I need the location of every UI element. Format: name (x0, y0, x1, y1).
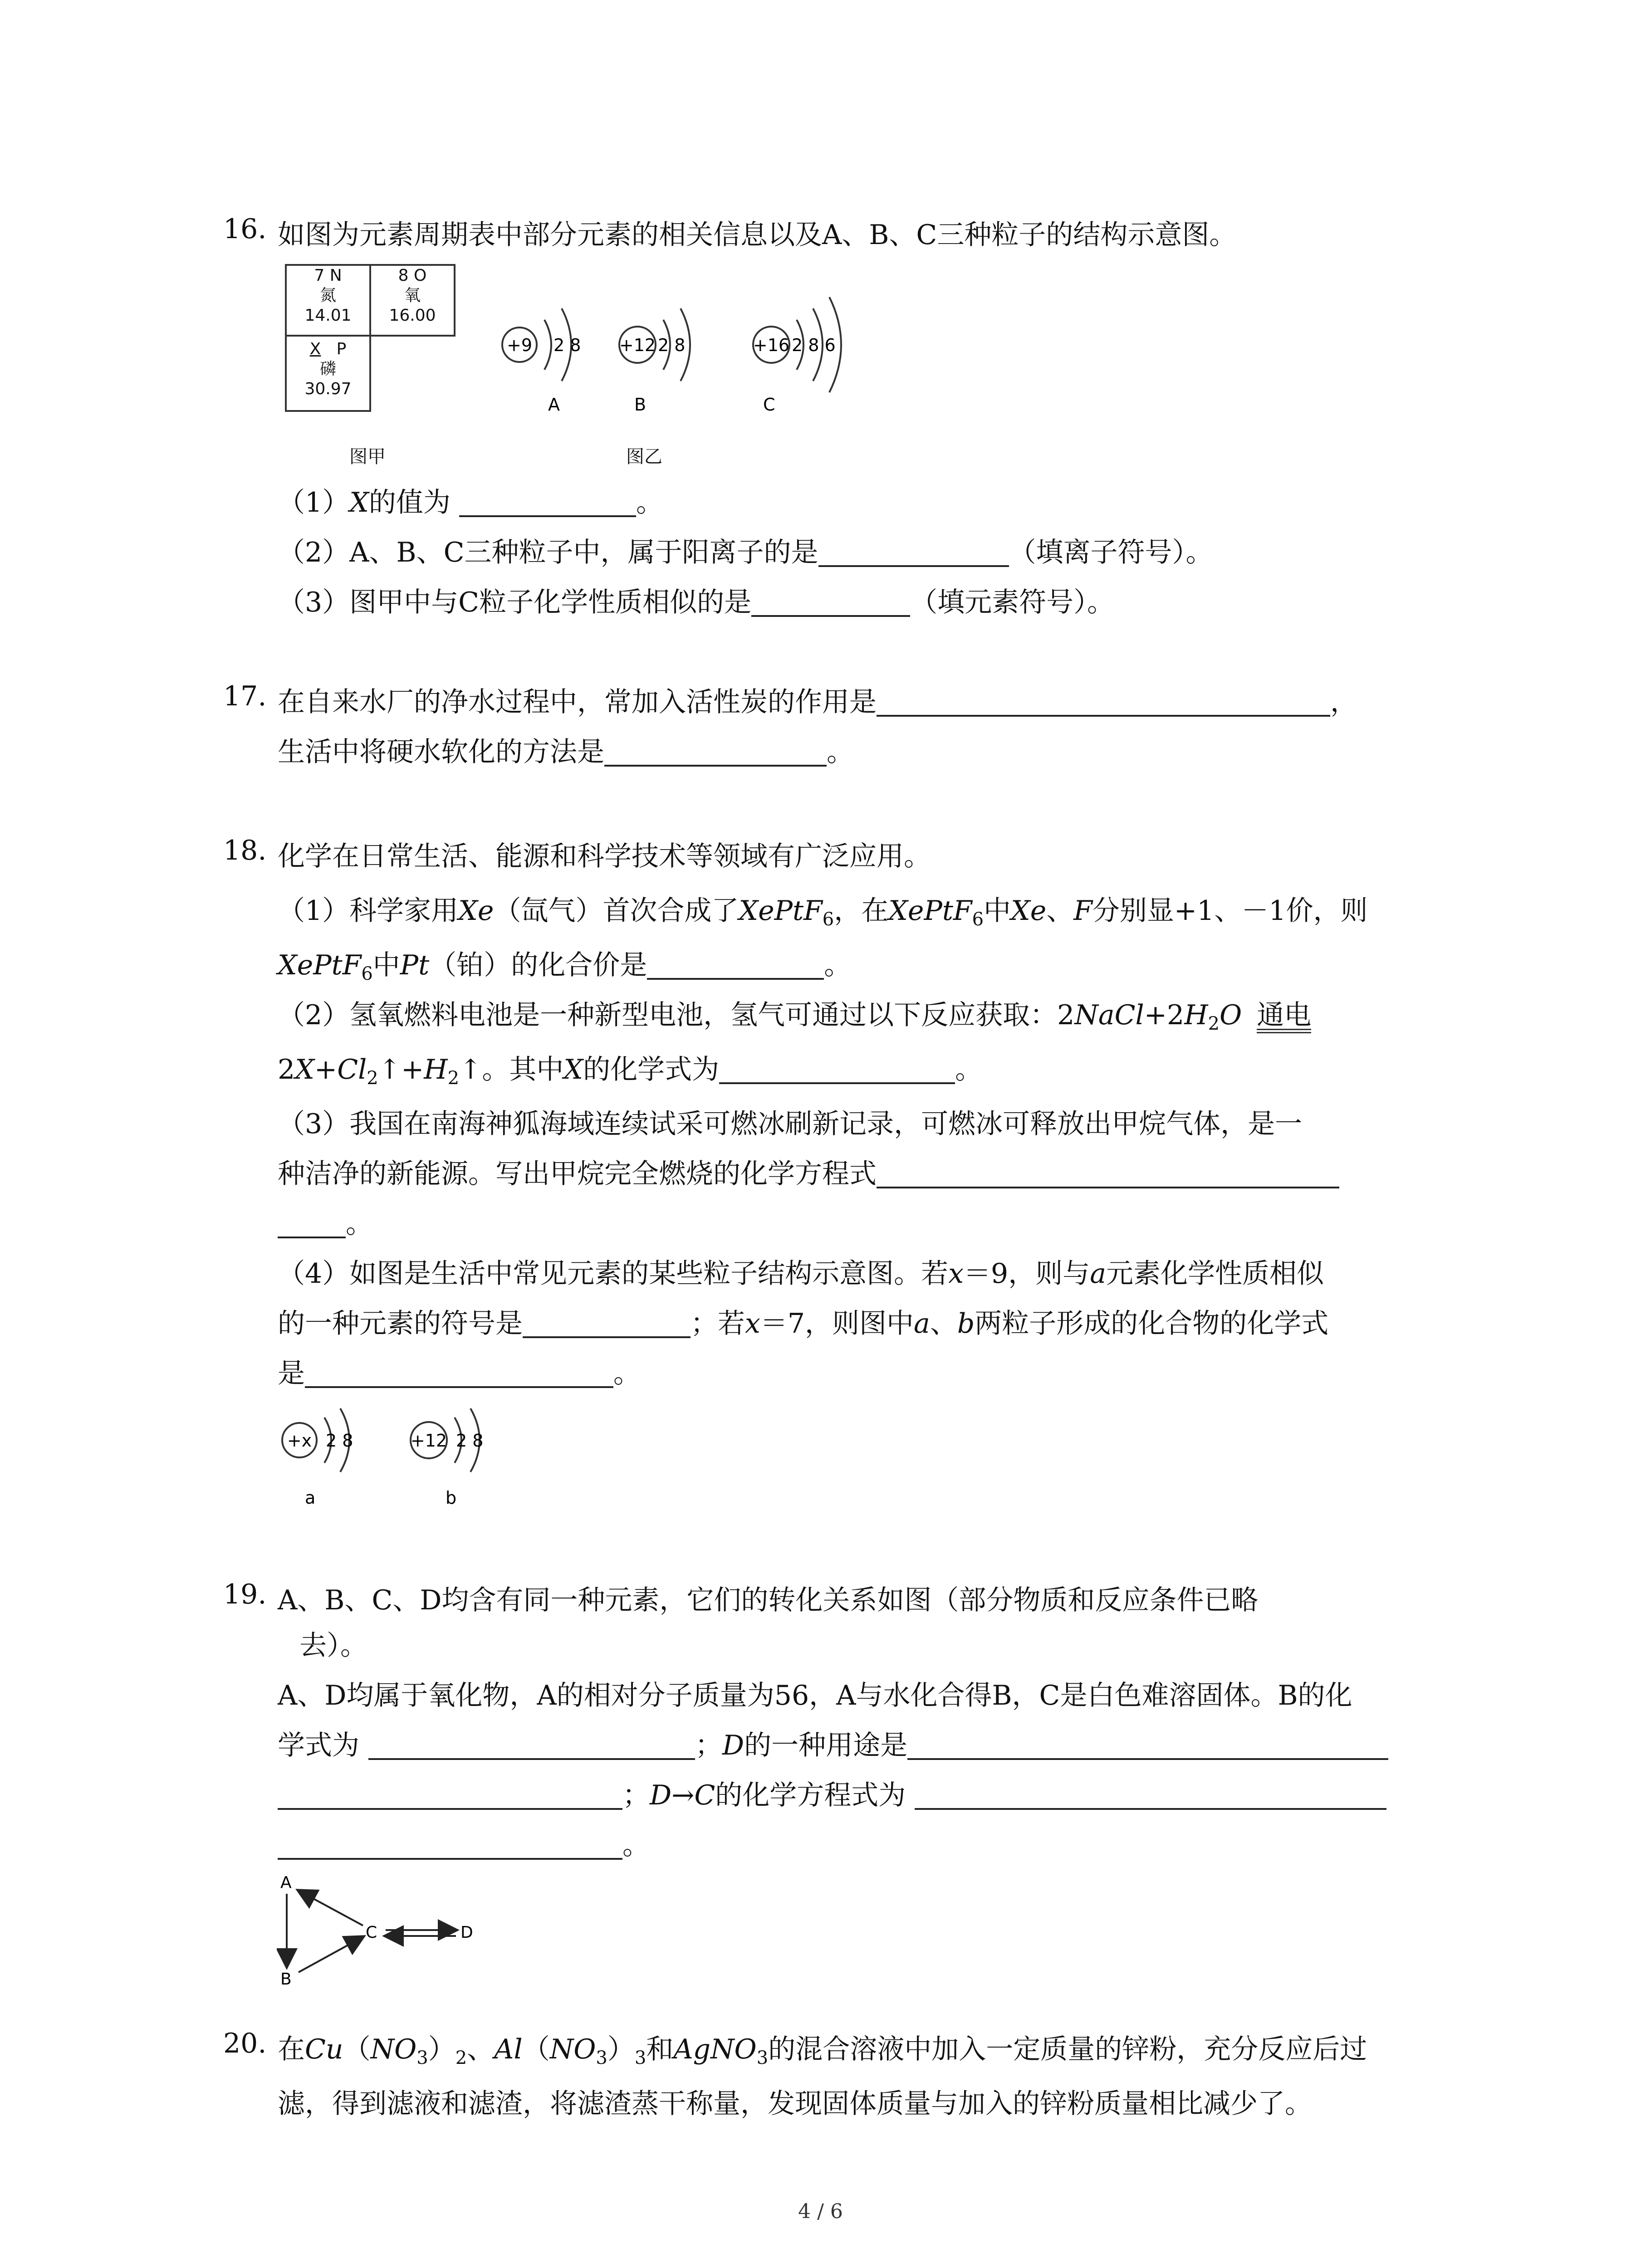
atom-b-label: B (634, 395, 647, 415)
q20-line2: 滤，得到滤液和滤渣，将滤渣蒸干称量，发现固体质量与加入的锌粉质量相比减少了。 (278, 2088, 1312, 2120)
q19-line1: A、B、C、D均含有同一种元素，它们的转化关系如图（部分物质和反应条件已略 (278, 1584, 1259, 1616)
q16-number: 16. (223, 213, 267, 245)
atom-a-label: A (548, 395, 560, 415)
particle-a-label: a (305, 1488, 316, 1508)
q16-sub1: （1）X的值为 。 (278, 487, 663, 518)
q18-blank1[interactable] (647, 951, 824, 980)
q18-sub3-line1: （3）我国在南海神狐海域连续试采可燃冰刷新记录，可燃冰可释放出甲烷气体，是一 (278, 1108, 1303, 1140)
q19-line3: A、D均属于氧化物，A的相对分子质量为56，A与水化合得B，C是白色难溶固体。B的化 (278, 1680, 1352, 1711)
particle-b-label: b (446, 1488, 457, 1508)
nitrogen-number-symbol: 7 N (314, 266, 342, 285)
q18-sub1-line2: XePtF$_6$中Pt（铂）的化合价是 。 (278, 949, 852, 984)
q17-blank1[interactable] (877, 688, 1330, 717)
q18-sub2-line2: $2X+Cl_2↑+H_2↑$。其中X的化学式为 。 (278, 1054, 983, 1089)
q19-blank1[interactable] (368, 1731, 695, 1760)
atom-a-shells: 2 8 (554, 335, 581, 355)
q16-sub3: （3）图甲中与C粒子化学性质相似的是 （填元素符号）。 (278, 587, 1115, 618)
atom-b-shells: 2 8 (658, 335, 686, 355)
q19-blank2b[interactable] (278, 1781, 622, 1810)
node-d: D (460, 1923, 473, 1942)
atom-c-shells: 2 8 6 (792, 335, 836, 355)
q18-sub2-line1: （2）氢氧燃料电池是一种新型电池，氢气可通过以下反应获取：$2NaCl+2H_2O$ 通电 (278, 999, 1312, 1034)
q19-line4: 学式为 ；D的一种用途是 (278, 1724, 1388, 1763)
q18-stem: 化学在日常生活、能源和科学技术等领域有广泛应用。 (278, 841, 931, 872)
q19-blank3b[interactable] (278, 1831, 622, 1860)
atom-structure-diagrams (490, 263, 898, 422)
figure-yi-caption: 图乙 (626, 446, 662, 467)
q16-stem: 如图为元素周期表中部分元素的相关信息以及A、B、C三种粒子的结构示意图。 (278, 219, 1237, 251)
q18-sub4-line3: 是 。 (278, 1358, 641, 1389)
phosphorus-symbol: P (336, 340, 347, 358)
q18-blank3a[interactable] (877, 1159, 1339, 1188)
q16-blank3[interactable] (751, 588, 910, 617)
q18-blank2[interactable] (719, 1055, 955, 1084)
q19-line6: 。 (278, 1823, 650, 1862)
q18-sub1-line1: （1）科学家用Xe（氙气）首次合成了XePtF$_6$，在XePtF$_6$中Xe、F分别显+1、－1价，则 (278, 895, 1368, 930)
q18-sub4-line1: （4）如图是生活中常见元素的某些粒子结构示意图。若x＝9，则与a元素化学性质相似 (278, 1258, 1324, 1290)
atom-c-label: C (763, 395, 775, 415)
nitrogen-name: 氮 (319, 286, 336, 305)
q20-line1: 在$Cu(NO_3)_2$、$Al(NO_3)_3$和AgNO$_3$的混合溶液中加入一定质量的锌粉，充分反应后过 (278, 2033, 1367, 2068)
atom-a-nucleus: +9 (506, 335, 533, 355)
oxygen-number-symbol: 8 O (398, 266, 427, 285)
cell-oxygen (369, 264, 456, 337)
particle-a-nucleus: +x (287, 1431, 312, 1451)
atom-b-nucleus: +12 (619, 335, 656, 355)
q17-blank2[interactable] (604, 738, 827, 767)
phosphorus-mass: 30.97 (304, 380, 352, 398)
q18-particle-diagrams (272, 1406, 544, 1524)
q16-blank1[interactable] (459, 488, 636, 517)
q17-line2: 生活中将硬水软化的方法是 。 (278, 736, 854, 768)
reaction-condition: 通电 (1257, 1002, 1311, 1033)
oxygen-mass: 16.00 (389, 306, 436, 325)
q18-blank4b[interactable] (305, 1359, 613, 1388)
q18-blank3b[interactable] (278, 1209, 346, 1238)
phosphorus-name: 磷 (319, 360, 336, 378)
phosphorus-number-x: X (309, 340, 321, 358)
oxygen-name: 氧 (404, 286, 421, 305)
figure-jia-caption: 图甲 (349, 446, 386, 467)
q17-line1: 在自来水厂的净水过程中，常加入活性炭的作用是 ， (278, 686, 1357, 718)
atom-a (502, 308, 581, 415)
cell-phosphorus (285, 335, 371, 412)
q18-sub3-line2: 种洁净的新能源。写出甲烷完全燃烧的化学方程式 (278, 1152, 1339, 1191)
q19-line5: ；D→C的化学方程式为 (278, 1774, 1386, 1813)
q18-number: 18. (223, 835, 267, 866)
atom-b (619, 308, 690, 415)
particle-b-shells: 2 8 (456, 1431, 484, 1451)
q18-sub3-line3: 。 (278, 1202, 373, 1241)
q19-conversion-diagram (277, 1869, 485, 1991)
page-number: 4 / 6 (798, 2200, 843, 2223)
q17-number: 17. (223, 680, 267, 712)
q19-line2: 去）。 (299, 1630, 367, 1662)
q16-sub2: （2）A、B、C三种粒子中，属于阳离子的是 （填离子符号）。 (278, 537, 1213, 568)
q20-number: 20. (223, 2028, 267, 2059)
particle-b-nucleus: +12 (410, 1431, 447, 1451)
q18-sub4-line2: 的一种元素的符号是 ；若x＝7，则图中a、b两粒子形成的化合物的化学式 (278, 1308, 1329, 1339)
node-b: B (280, 1970, 292, 1989)
q19-blank3a[interactable] (915, 1781, 1386, 1810)
node-a: A (280, 1873, 292, 1892)
particle-a (282, 1408, 353, 1508)
q16-blank2[interactable] (818, 538, 1009, 567)
atom-c-nucleus: +16 (753, 335, 790, 355)
particle-a-shells: 2 8 (326, 1431, 353, 1451)
nitrogen-mass: 14.01 (304, 306, 352, 325)
atom-c (753, 297, 841, 415)
cell-nitrogen (285, 264, 371, 337)
q19-blank2a[interactable] (907, 1731, 1388, 1760)
node-c: C (366, 1923, 377, 1942)
q19-number: 19. (223, 1579, 267, 1610)
q18-blank4a[interactable] (523, 1309, 691, 1338)
particle-b (411, 1408, 484, 1508)
